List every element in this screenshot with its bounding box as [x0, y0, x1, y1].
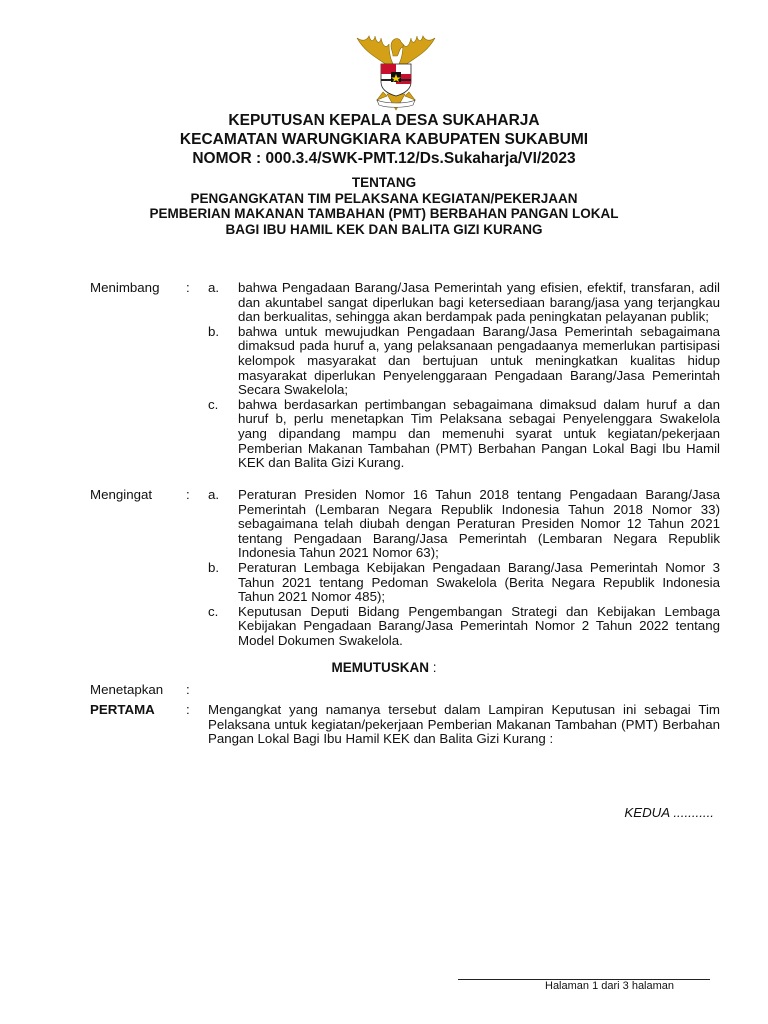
- header-line-2: KECAMATAN WARUNGKIARA KABUPATEN SUKABUMI: [179, 131, 589, 148]
- item-marker: b.: [208, 323, 220, 339]
- menetapkan-label: Menetapkan: [90, 682, 164, 697]
- garuda-emblem-icon: [353, 30, 439, 112]
- item-marker: a.: [208, 280, 220, 295]
- subject-line-3: BAGI IBU HAMIL KEK DAN BALITA GIZI KURANG: [225, 221, 543, 237]
- pertama-section: [90, 703, 720, 747]
- decree-header: [40, 111, 728, 168]
- menimbang-item-a: [208, 281, 720, 325]
- item-text: Peraturan Lembaga Kebijakan Pengadaan Barang/Jasa Pemerintah Nomor 3 Tahun 2021 tentang Pedoman Swakelola (Berita Negara Republik Indonesia Tahun 2021 Nomor 485);: [238, 559, 720, 605]
- decree-subject: [40, 175, 728, 237]
- continuation-marker: KEDUA ...........: [624, 805, 714, 820]
- memutuskan-colon: :: [428, 660, 437, 675]
- pertama-label: PERTAMA: [90, 702, 155, 717]
- subject-line-2: PEMBERIAN MAKANAN TAMBAHAN (PMT) BERBAHAN PANGAN LOKAL: [149, 206, 619, 221]
- pertama-text: Mengangkat yang namanya tersebut dalam Lampiran Keputusan ini sebagai Tim Pelaksana untuk kegiatan/pekerjaan Pemberian Makanan Tambahan (PMT) Berbahan Pangan Lokal Bagi Ibu Hamil KEK dan Balita Gizi Kurang :: [208, 702, 720, 747]
- memutuskan-heading: [0, 660, 768, 675]
- item-text: bahwa berdasarkan pertimbangan sebagaimana dimaksud dalam huruf a dan huruf b, perlu menetapkan Tim Pelaksana sebagai Penyelenggara Swakelola yang dipandang mampu dan memenuhi syarat untuk kegiatan/pekerjaan Pemberian Makanan Tambahan (PMT) Berbahan Pangan Lokal Bagi Ibu Hamil KEK dan Balita Gizi Kurang.: [238, 396, 720, 471]
- item-marker: a.: [208, 487, 220, 502]
- mengingat-colon: :: [186, 487, 190, 502]
- item-text: Peraturan Presiden Nomor 16 Tahun 2018 tentang Pengadaan Barang/Jasa Pemerintah (Lembaran Negara Republik Indonesia Tahun 2018 Nomor 33) sebagaimana telah diubah dengan Peraturan Presiden Nomor 12 Tahun 2021 tentang Pengadaan Barang/Jasa Pemerintah (Lembaran Negara Republik Indonesia Tahun 2021 Nomor 63);: [238, 487, 720, 561]
- mengingat-item-c: [208, 605, 720, 649]
- menimbang-item-b: [208, 325, 720, 398]
- mengingat-item-b: [208, 561, 720, 605]
- mengingat-section: [90, 488, 720, 649]
- menimbang-label: Menimbang: [90, 280, 160, 295]
- menimbang-section: [90, 281, 720, 471]
- item-marker: c.: [208, 396, 219, 412]
- subject-line-1: PENGANGKATAN TIM PELAKSANA KEGIATAN/PEKERJAAN: [190, 190, 578, 206]
- mengingat-item-a: [208, 488, 720, 561]
- item-marker: c.: [208, 603, 219, 619]
- header-line-1: KEPUTUSAN KEPALA DESA SUKAHARJA: [228, 112, 540, 129]
- menimbang-colon: :: [186, 280, 190, 295]
- mengingat-label: Mengingat: [90, 487, 153, 502]
- item-marker: b.: [208, 559, 220, 575]
- header-line-3: NOMOR : 000.3.4/SWK-PMT.12/Ds.Sukaharja/VI/2023: [192, 150, 576, 167]
- pertama-colon: :: [186, 702, 190, 717]
- item-text: Keputusan Deputi Bidang Pengembangan Strategi dan Kebijakan Lembaga Kebijakan Pengadaan Barang/Jasa Pemerintah Nomor 2 Tahun 2022 tentang Model Dokumen Swakelola.: [238, 603, 720, 648]
- menetapkan-section: [90, 683, 720, 698]
- menetapkan-colon: :: [186, 682, 190, 697]
- menimbang-item-c: [208, 398, 720, 471]
- item-text: bahwa untuk mewujudkan Pengadaan Barang/Jasa Pemerintah sebagaimana dimaksud pada huruf a, yang pelaksanaan pengadaanya memerlukan partisipasi kelompok masyarakat dan bertujuan untuk meningkatkan kualitas hidup masyarakat diperlukan Penyelenggaraan Pengadaan Barang/Jasa Pemerintah Secara Swakelola;: [238, 323, 720, 398]
- item-text: bahwa Pengadaan Barang/Jasa Pemerintah yang efisien, efektif, transfaran, adil dan akuntabel sangat diperlukan bagi ketersediaan barang/jasa yang terjangkau dan berkualitas, sehingga akan berdampak pada peningkatan pelayanan publik;: [238, 280, 720, 325]
- subject-tentang: TENTANG: [351, 175, 417, 190]
- memutuskan-label: MEMUTUSKAN: [331, 660, 429, 675]
- page-number: Halaman 1 dari 3 halaman: [545, 980, 675, 992]
